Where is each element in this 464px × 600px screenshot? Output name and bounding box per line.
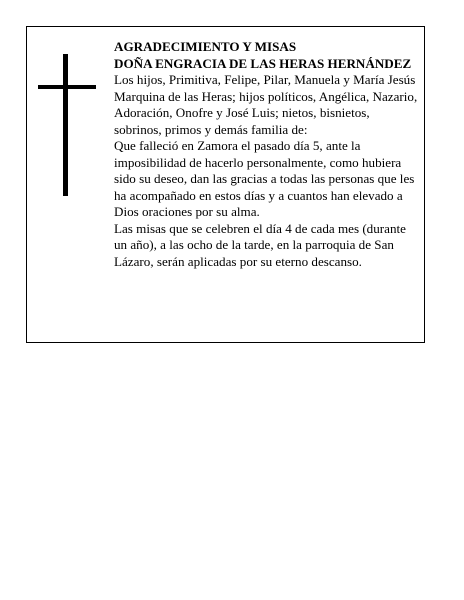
cross-icon bbox=[38, 54, 96, 196]
deceased-name: DOÑA ENGRACIA DE LAS HERAS HERNÁNDEZ bbox=[114, 55, 412, 71]
notice-title: AGRADECIMIENTO Y MISAS bbox=[114, 39, 297, 54]
thanks-paragraph: Que falleció en Zamora el pasado día 5, ante la imposibilidad de hacerlo personalmente, como hubiera sido su deseo, dan las gracias a todas las personas que les ha acompañado en estos días y a cuantos han elevado a Dios oraciones por su alma. bbox=[114, 138, 415, 219]
cross-vertical-bar bbox=[63, 54, 68, 196]
family-list-paragraph: Los hijos, Primitiva, Felipe, Pilar, Manuela y María Jesús Marquina de las Heras; hijos políticos, Angélica, Nazario, Adoración, Onofre y José Luis; nietos, bisnietos, sobrinos, primos y demás familia de: bbox=[114, 72, 418, 137]
cross-horizontal-bar bbox=[38, 85, 96, 89]
notice-content bbox=[114, 39, 420, 270]
masses-paragraph: Las misas que se celebren el día 4 de cada mes (durante un año), a las ocho de la tarde, en la parroquia de San Lázaro, serán aplicadas por su eterno descanso. bbox=[114, 220, 406, 269]
death-notice-box bbox=[26, 26, 425, 343]
